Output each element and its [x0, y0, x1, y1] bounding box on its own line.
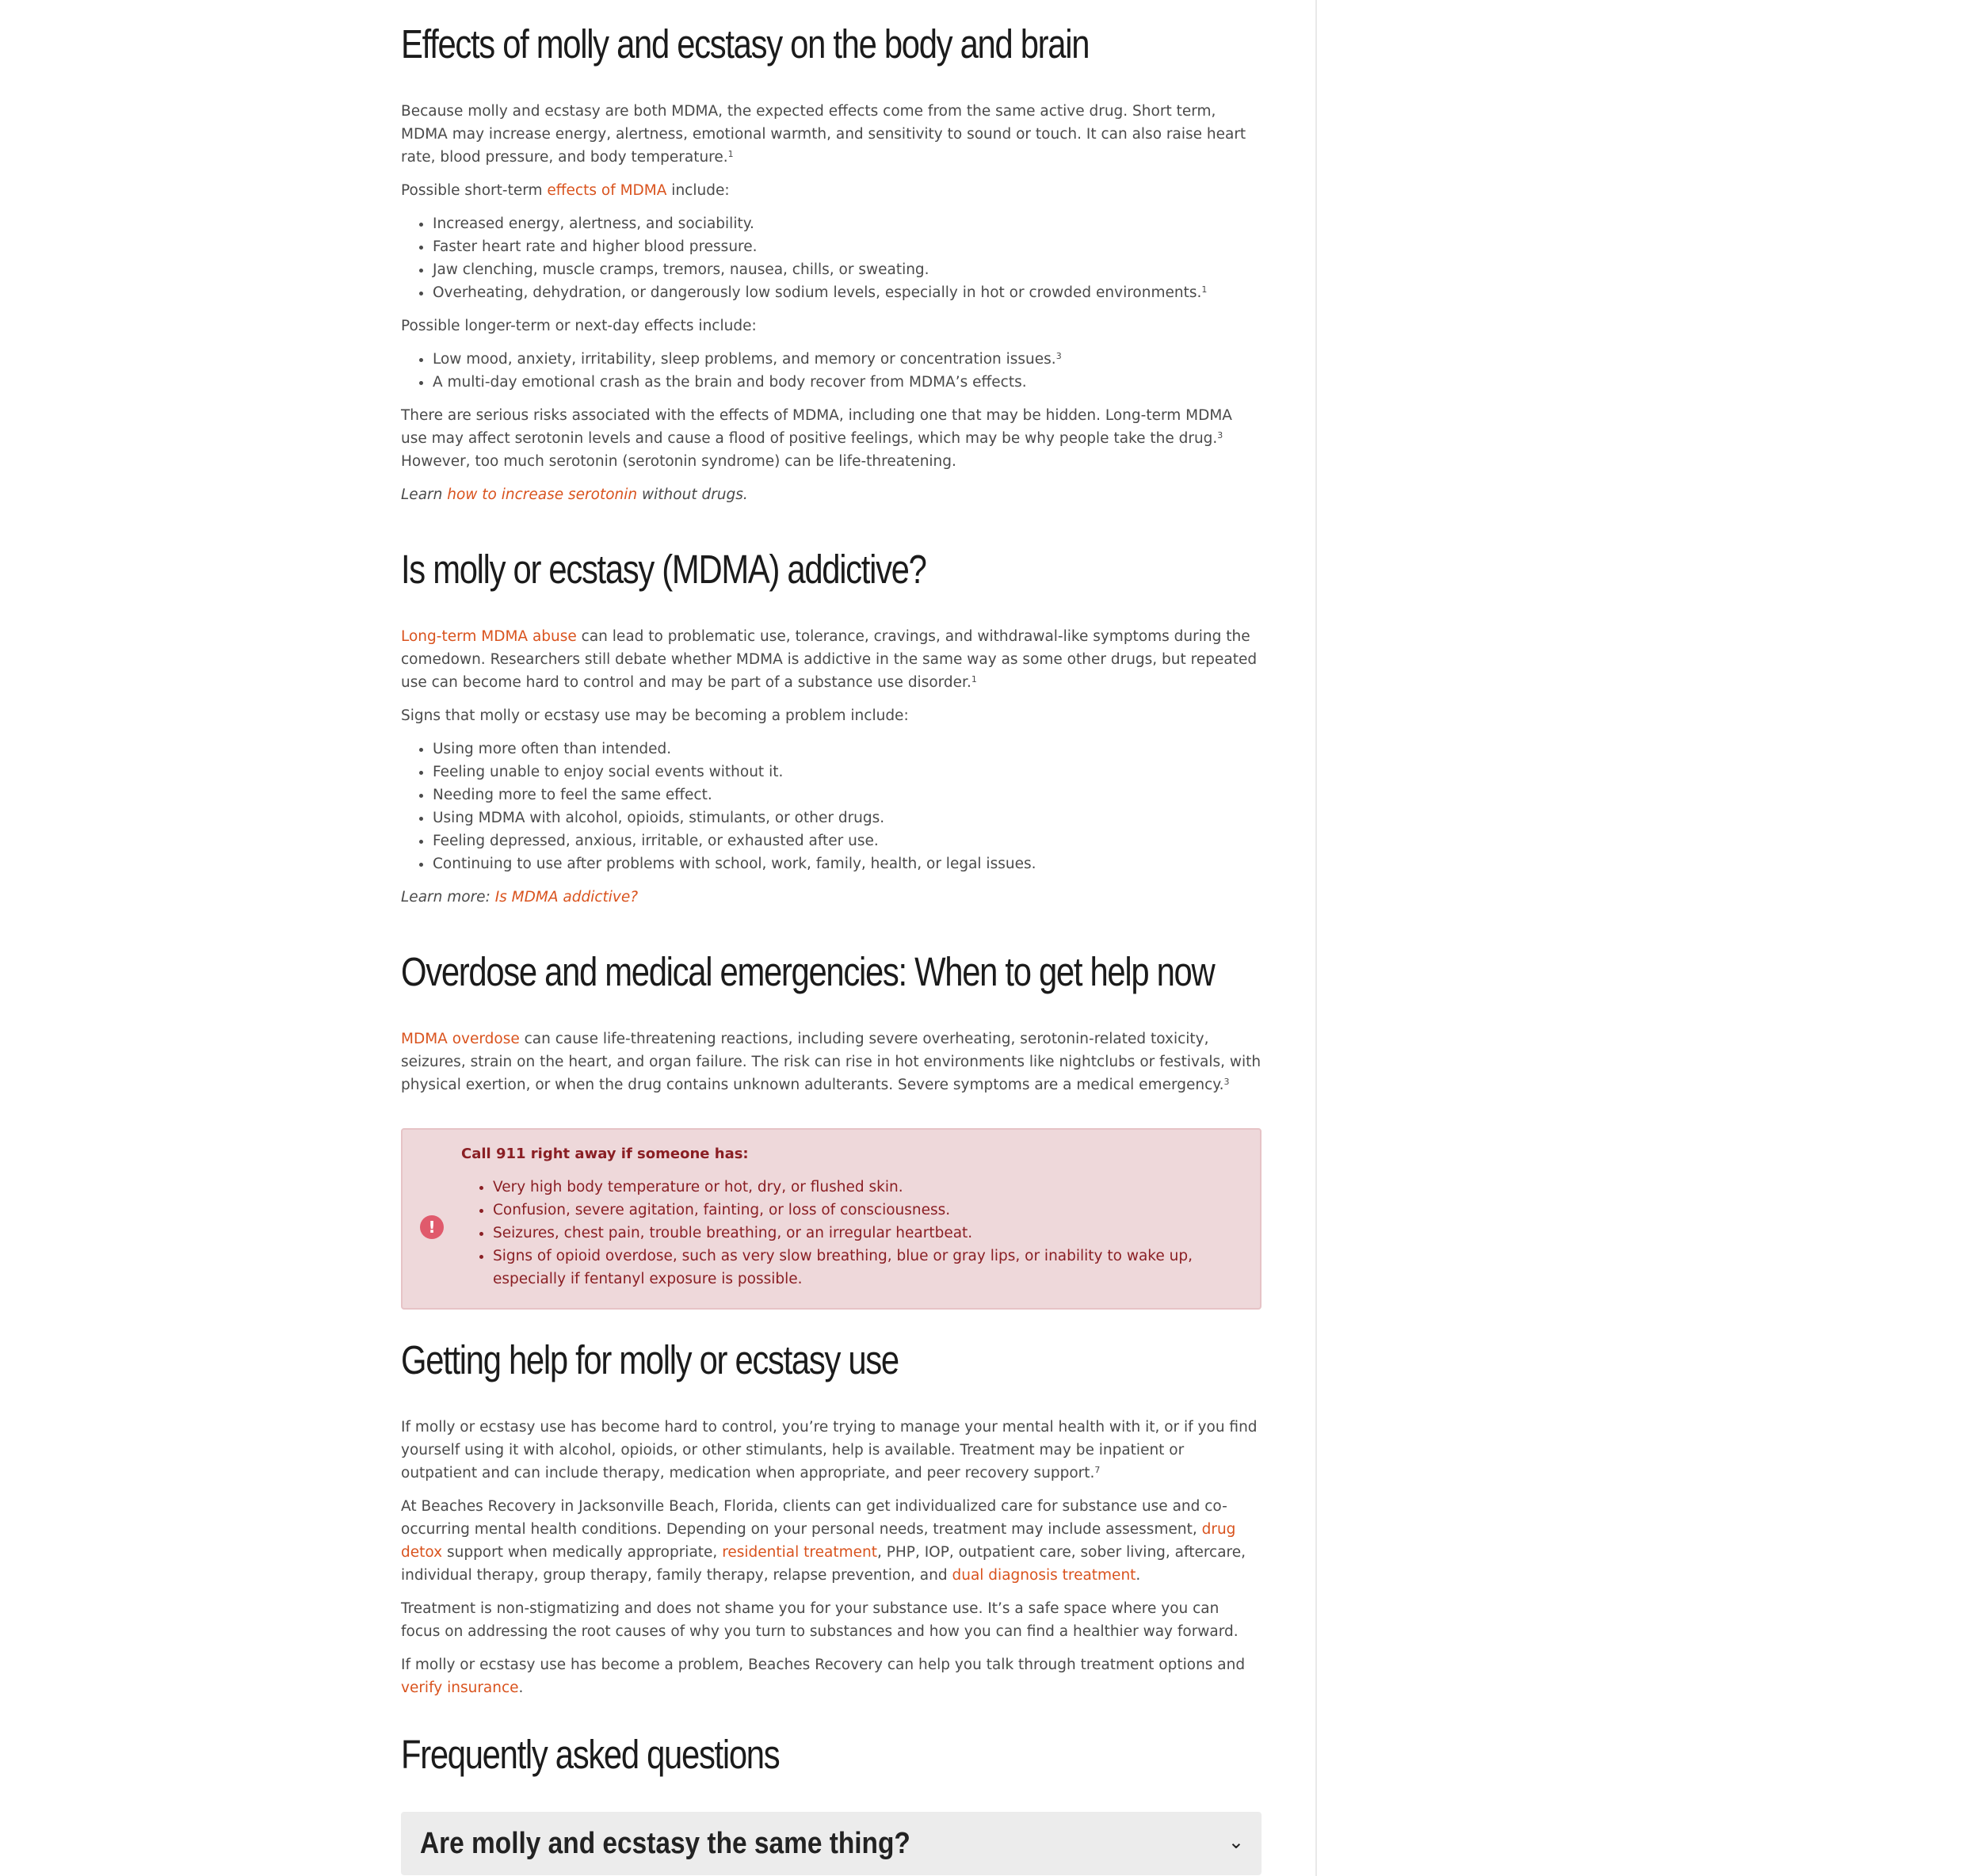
- citation: 1: [1201, 284, 1208, 295]
- list-item: • Using MDMA with alcohol, opioids, stimulants, or other drugs.: [433, 806, 1262, 829]
- citation: 3: [1223, 1077, 1230, 1087]
- addictive-signs-lead: Signs that molly or ecstasy use may be becoming a problem include:: [401, 707, 909, 724]
- heading-overdose: Overdose and medical emergencies: When to get help now: [401, 949, 1215, 994]
- mdma-overdose-link[interactable]: MDMA overdose: [401, 1031, 520, 1047]
- citation: 3: [1217, 430, 1223, 440]
- list-item: • A multi-day emotional crash as the brain and body recover from MDMA’s effects.: [433, 371, 1262, 394]
- list-item: • Seizures, chest pain, trouble breathing, or an irregular heartbeat.: [493, 1222, 1231, 1245]
- effects-intro: Because molly and ecstasy are both MDMA, the expected effects come from the same active drug. Short term, MDMA may increase energy, alertness, emotional warmth, and sensitivity to sound or touch. It can also raise heart rate, blood pressure, and body temperature.$^1$: [401, 103, 1246, 166]
- list-item: • Using more often than intended.: [433, 738, 1262, 761]
- chevron-down-icon: ⌄: [1227, 1831, 1244, 1853]
- alert-list: [461, 1176, 1231, 1291]
- residential-treatment-link[interactable]: residential treatment: [722, 1544, 877, 1561]
- learn-more-addictive: Learn more: Is MDMA addictive?: [401, 889, 639, 906]
- list-item: • Signs of opioid overdose, such as very slow breathing, blue or gray lips, or inability to wake up, especially if fentanyl exposure is possible.: [493, 1245, 1231, 1291]
- short-term-effects-list: [401, 212, 1262, 304]
- drug-detox-link[interactable]: drug detox: [401, 1521, 1236, 1561]
- dual-diagnosis-link[interactable]: dual diagnosis treatment: [952, 1567, 1136, 1584]
- help-intro: If molly or ecstasy use has become hard to control, you’re trying to manage your mental health with it, or if you find yourself using it with alcohol, opioids, or other stimulants, help is available. Treatment may be inpatient or outpatient and can include therapy, medication when appropriate, and peer recovery support.$^7$: [401, 1419, 1258, 1481]
- heading-addictive: Is molly or ecstasy (MDMA) addictive?: [401, 547, 926, 592]
- heading-effects: Effects of molly and ecstasy on the body and brain: [401, 21, 1090, 67]
- effects-risks: There are serious risks associated with the effects of MDMA, including one that may be hidden. Long-term MDMA use may affect serotonin levels and cause a flood of positive feelings, which may be why people take the drug.$^3$ However, too much serotonin (serotonin syndrome) can be life-threatening.: [401, 407, 1232, 470]
- learn-serotonin: Learn how to increase serotonin without drugs.: [401, 486, 748, 503]
- citation: 3: [1055, 351, 1062, 361]
- citation: 7: [1094, 1465, 1101, 1475]
- list-item: • Overheating, dehydration, or dangerously low sodium levels, especially in hot or crowded environments.$^1$: [433, 281, 1262, 304]
- is-mdma-addictive-link[interactable]: Is MDMA addictive?: [494, 889, 639, 906]
- list-item: • Continuing to use after problems with school, work, family, health, or legal issues.: [433, 852, 1262, 875]
- article-content: [401, 0, 1262, 1875]
- list-item: • Very high body temperature or hot, dry, or flushed skin.: [493, 1176, 1231, 1199]
- list-item: • Increased energy, alertness, and sociability.: [433, 212, 1262, 235]
- list-item: • Jaw clenching, muscle cramps, tremors, nausea, chills, or sweating.: [433, 258, 1262, 281]
- citation: 1: [971, 674, 977, 684]
- long-term-effects-list: [401, 348, 1262, 394]
- heading-faq: Frequently asked questions: [401, 1732, 780, 1777]
- list-item: • Feeling unable to enjoy social events without it.: [433, 761, 1262, 784]
- effects-of-mdma-link[interactable]: effects of MDMA: [547, 182, 667, 199]
- emergency-alert: [401, 1128, 1262, 1310]
- sidebar-divider: [1315, 0, 1317, 1876]
- list-item: • Confusion, severe agitation, fainting, or loss of consciousness.: [493, 1199, 1231, 1222]
- list-item: • Low mood, anxiety, irritability, sleep problems, and memory or concentration issues.$^3$: [433, 348, 1262, 371]
- help-beaches: At Beaches Recovery in Jacksonville Beach, Florida, clients can get individualized care for substance use and co-occurring mental health conditions. Depending on your personal needs, treatment may include assessment, drug detox support when medically appropriate, residential treatment, PHP, IOP, outpatient care, sober living, aftercare, individual therapy, group therapy, family therapy, relapse prevention, and dual diagnosis treatment.: [401, 1498, 1246, 1584]
- problem-signs-list: [401, 738, 1262, 875]
- help-verify: If molly or ecstasy use has become a problem, Beaches Recovery can help you talk through treatment options and verify insurance.: [401, 1657, 1246, 1696]
- heading-getting-help: Getting help for molly or ecstasy use: [401, 1337, 899, 1382]
- effects-long-term-lead: Possible longer-term or next-day effects include:: [401, 318, 757, 334]
- alert-title: Call 911 right away if someone has:: [461, 1146, 749, 1162]
- increase-serotonin-link[interactable]: how to increase serotonin: [447, 486, 638, 503]
- list-item: • Faster heart rate and higher blood pressure.: [433, 235, 1262, 258]
- help-non-stigmatizing: Treatment is non-stigmatizing and does not shame you for your substance use. It’s a safe space where you can focus on addressing the root causes of why you turn to substances and how you can find a healthier way forward.: [401, 1600, 1239, 1640]
- citation: 1: [727, 149, 734, 159]
- faq-item[interactable]: [401, 1812, 1262, 1875]
- effects-short-term-lead: Possible short-term effects of MDMA include:: [401, 182, 730, 199]
- overdose-intro: MDMA overdose can cause life-threatening reactions, including severe overheating, serotonin-related toxicity, seizures, strain on the heart, and organ failure. The risk can rise in hot environments like nightclubs or festivals, with physical exertion, or when the drug contains unknown adulterants. Severe symptoms are a medical emergency.$^3$: [401, 1031, 1262, 1093]
- verify-insurance-link[interactable]: verify insurance: [401, 1680, 519, 1696]
- alert-icon: !: [420, 1215, 444, 1239]
- list-item: • Needing more to feel the same effect.: [433, 784, 1262, 806]
- faq-question: Are molly and ecstasy the same thing?: [420, 1826, 910, 1860]
- list-item: • Feeling depressed, anxious, irritable, or exhausted after use.: [433, 829, 1262, 852]
- long-term-mdma-abuse-link[interactable]: Long-term MDMA abuse: [401, 628, 577, 645]
- addictive-intro: Long-term MDMA abuse can lead to problematic use, tolerance, cravings, and withdrawal-like symptoms during the comedown. Researchers still debate whether MDMA is addictive in the same way as some other drugs, but repeated use can become hard to control and may be part of a substance use disorder.$^1$: [401, 628, 1258, 691]
